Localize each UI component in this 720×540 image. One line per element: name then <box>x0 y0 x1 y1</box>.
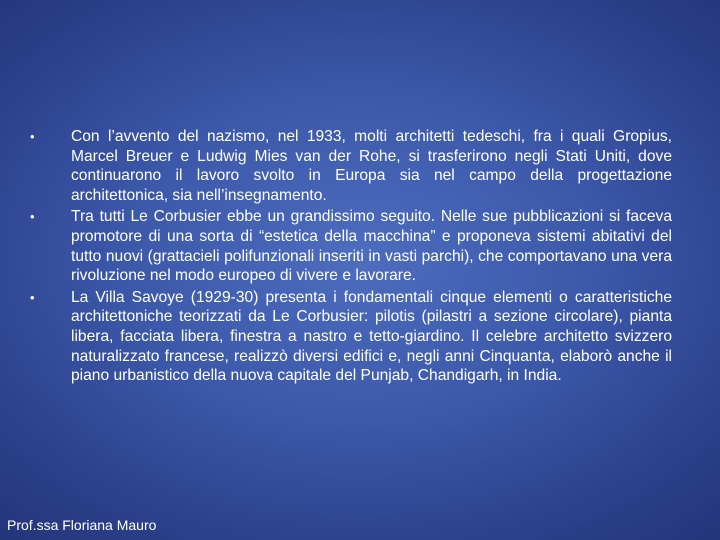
author-footer: Prof.ssa Floriana Mauro <box>7 517 157 533</box>
bullet-item-3 <box>30 288 672 386</box>
bullet-item-2 <box>30 207 672 285</box>
bullet-text: La Villa Savoye (1929-30) presenta i fondamentali cinque elementi o caratteristiche architettoniche teorizzati da Le Corbusier: pilotis (pilastri a sezione circolare), pianta libera, facciata libera, finestra a nastro e tetto-giardino. Il celebre architetto svizzero naturalizzato francese, realizzò diversi edifici e, negli anni Cinquanta, elaborò anche il piano urbanistico della nuova capitale del Punjab, Chandigarh, in India. <box>71 288 672 385</box>
bullet-marker: • <box>30 209 35 225</box>
bullet-marker: • <box>30 289 35 305</box>
bullet-text: Tra tutti Le Corbusier ebbe un grandissimo seguito. Nelle sue pubblicazioni si faceva promotore di una sorta di “estetica della macchina” e proponeva sistemi abitativi del tutto nuovi (grattacieli polifunzionali inseriti in vasti parchi), che comportavano una vera rivoluzione nel modo europeo di vivere e lavorare. <box>71 208 672 285</box>
bullet-marker: • <box>30 129 35 144</box>
bullet-item-1 <box>30 127 672 205</box>
bullet-list <box>30 127 672 388</box>
bullet-text: Con l’avvento del nazismo, nel 1933, molti architetti tedeschi, fra i quali Gropius, Marcel Breuer e Ludwig Mies van der Rohe, si trasferirono negli Stati Uniti, dove continuarono il lavoro svolto in Europa sia nel campo della progettazione architettonica, sia nell’insegnamento. <box>71 128 672 204</box>
